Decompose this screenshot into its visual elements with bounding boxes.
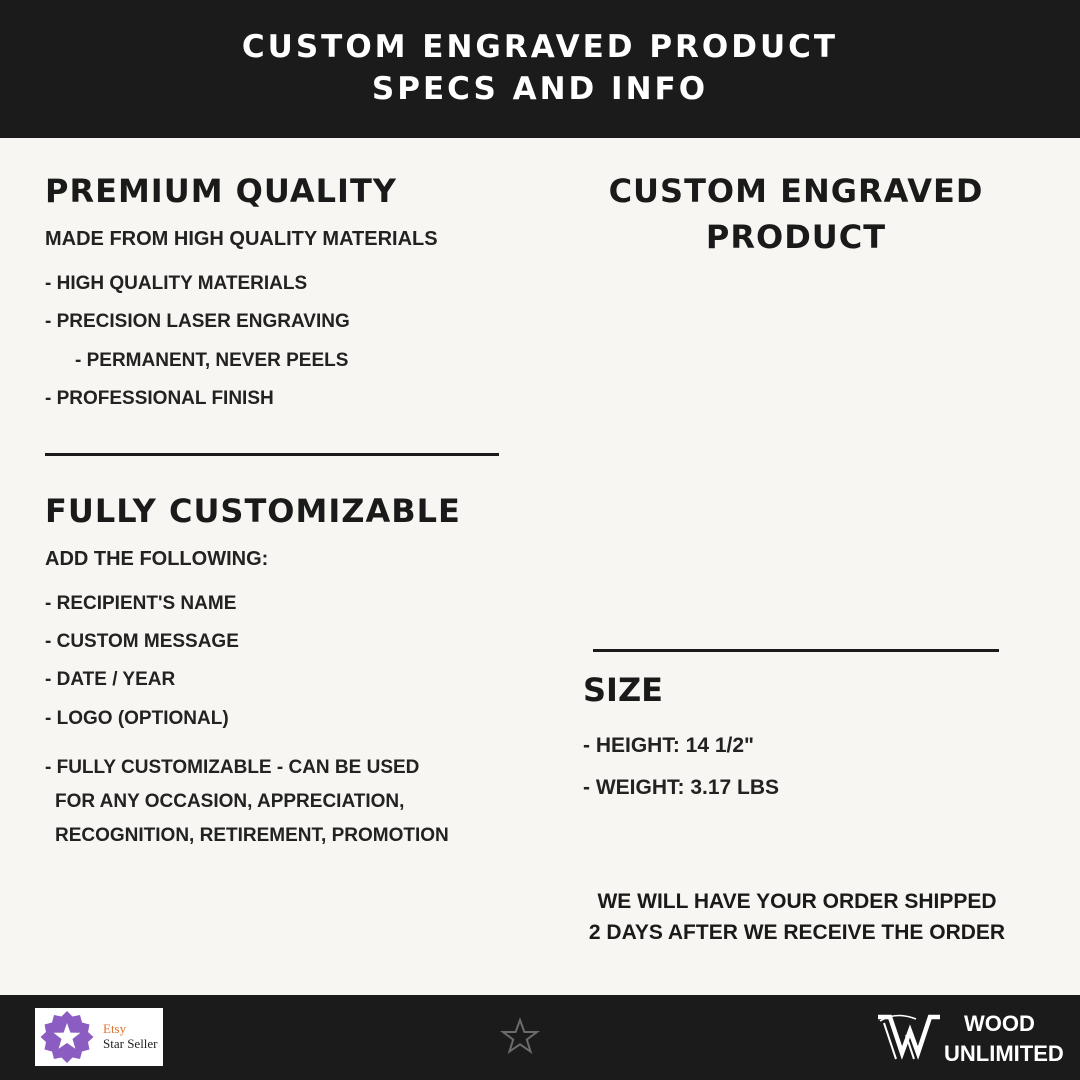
product-title-line1: CUSTOM ENGRAVED: [608, 172, 984, 210]
custom-item: - RECIPIENT'S NAME: [45, 593, 237, 614]
etsy-sub-label: Star Seller: [103, 1036, 158, 1051]
shipping-line2: 2 DAYS AFTER WE RECEIVE THE ORDER: [588, 921, 1006, 944]
premium-item: - PROFESSIONAL FINISH: [45, 388, 274, 409]
size-heading: SIZE: [583, 671, 664, 709]
size-item-weight: - WEIGHT: 3.17 LBS: [583, 776, 780, 799]
premium-quality-heading: PREMIUM QUALITY: [45, 172, 397, 210]
divider-left: [45, 453, 499, 456]
product-title-line2: PRODUCT: [705, 218, 887, 256]
premium-quality-subtitle: MADE FROM HIGH QUALITY MATERIALS: [45, 228, 438, 250]
header-title-line2: SPECS AND INFO: [371, 71, 709, 107]
star-outline-icon: [500, 1017, 540, 1055]
etsy-star-seller-badge-icon: [37, 1010, 97, 1064]
etsy-star-seller-badge: [35, 1008, 163, 1066]
custom-item: - DATE / YEAR: [45, 669, 176, 690]
premium-item: - PRECISION LASER ENGRAVING: [45, 311, 350, 332]
premium-subitem: - PERMANENT, NEVER PEELS: [75, 350, 349, 371]
divider-right: [593, 649, 999, 652]
custom-item: - CUSTOM MESSAGE: [45, 631, 239, 652]
footer-bar: [0, 995, 1080, 1080]
brand-name-line2: UNLIMITED: [944, 1041, 1064, 1066]
custom-note-line: - FULLY CUSTOMIZABLE - CAN BE USED: [45, 757, 420, 778]
brand-name-line1: WOOD: [964, 1011, 1035, 1036]
shipping-line1: WE WILL HAVE YOUR ORDER SHIPPED: [597, 890, 997, 913]
custom-note-line: RECOGNITION, RETIREMENT, PROMOTION: [55, 825, 449, 846]
premium-item: - HIGH QUALITY MATERIALS: [45, 273, 308, 294]
custom-note-line: FOR ANY OCCASION, APPRECIATION,: [55, 791, 405, 812]
custom-item: - LOGO (OPTIONAL): [45, 708, 229, 729]
header-banner: [0, 0, 1080, 138]
size-item-height: - HEIGHT: 14 1/2": [583, 734, 755, 757]
header-title-line1: CUSTOM ENGRAVED PRODUCT: [241, 29, 839, 65]
fully-customizable-subtitle: ADD THE FOLLOWING:: [45, 548, 269, 570]
etsy-name-label: Etsy: [103, 1021, 127, 1036]
w-monogram-icon: [876, 1005, 944, 1065]
fully-customizable-heading: FULLY CUSTOMIZABLE: [45, 492, 461, 530]
